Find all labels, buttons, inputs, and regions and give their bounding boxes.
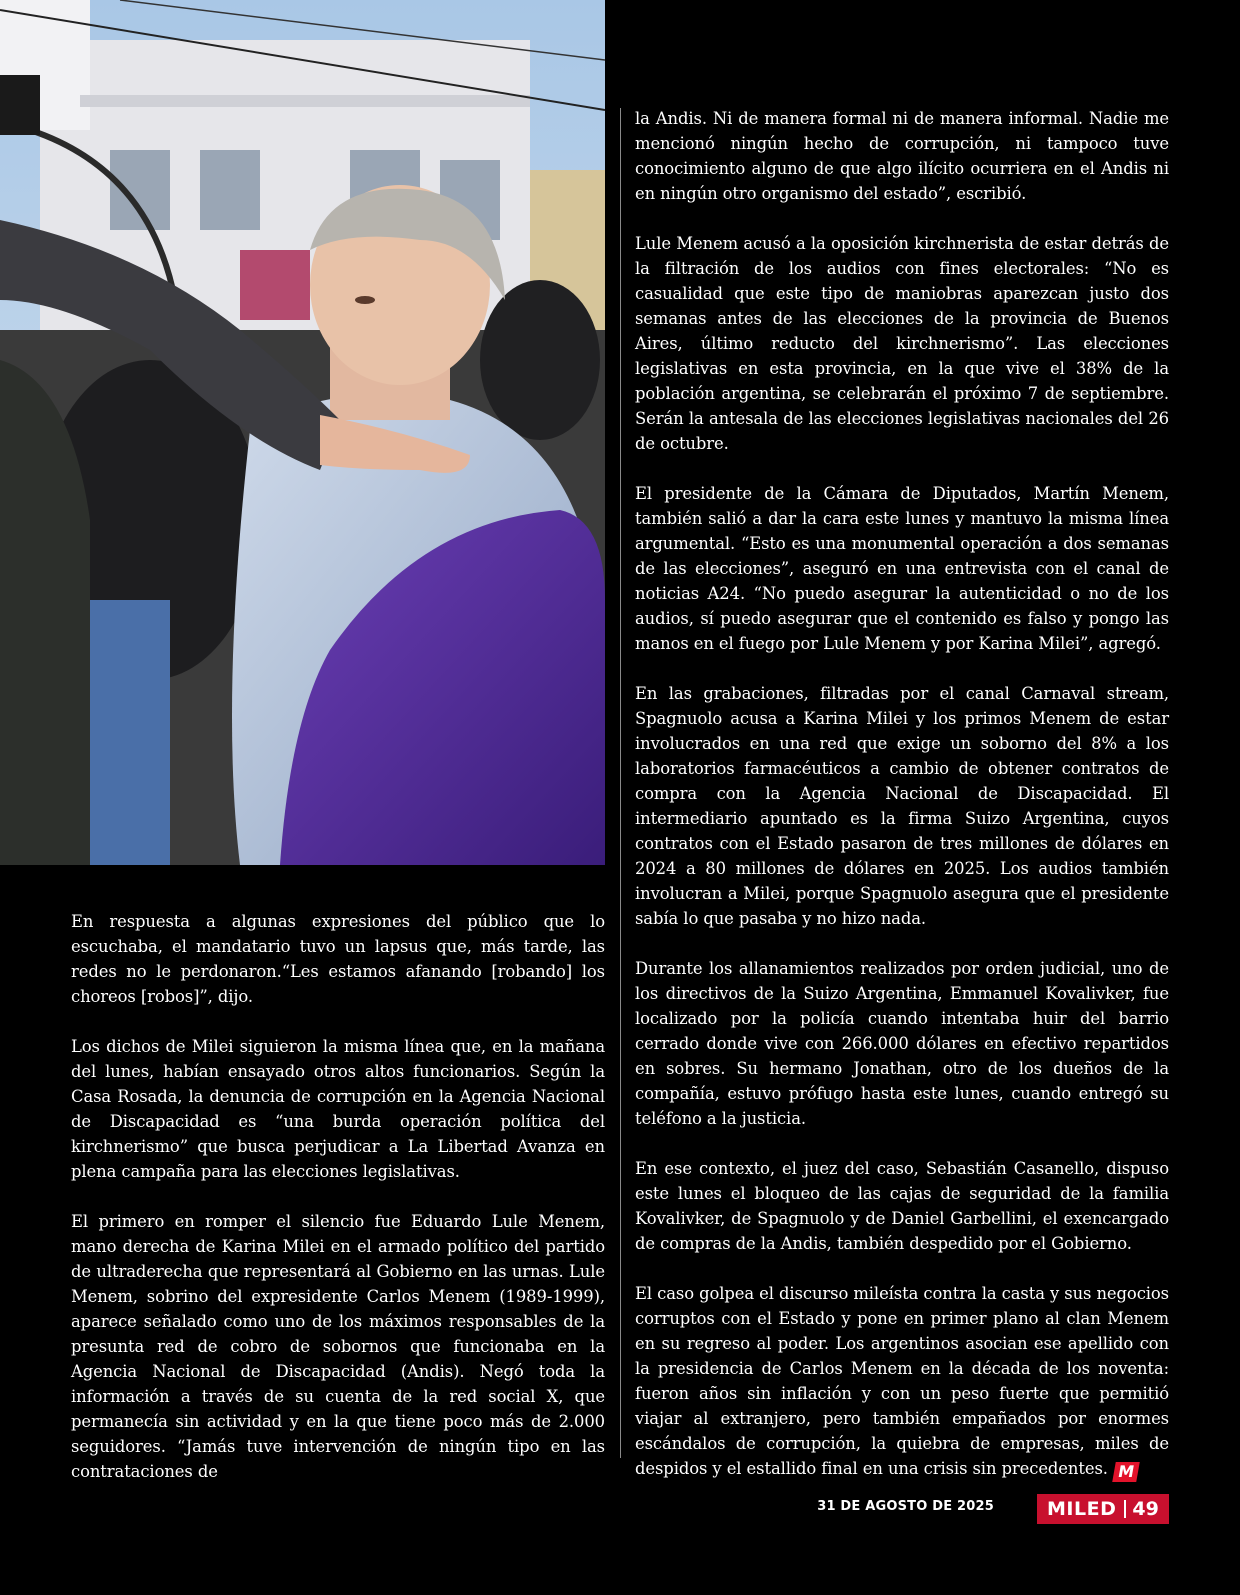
issue-date: 31 DE AGOSTO DE 2025 — [817, 1499, 994, 1514]
end-of-article-icon: M — [1112, 1462, 1140, 1482]
paragraph: En respuesta a algunas expresiones del público que lo escuchaba, el mandatario tuvo un lapsus que, más tarde, las redes no le perdonaron.“Les estamos afanando [robando] los choreos [robos]”, dijo. — [71, 912, 605, 1006]
badge-separator — [1124, 1500, 1126, 1518]
magazine-badge — [1037, 1494, 1169, 1524]
right-article-column — [635, 106, 1169, 1482]
paragraph: Durante los allanamientos realizados por orden judicial, uno de los directivos de la Suizo Argentina, Emmanuel Kovalivker, fue localizado por la policía cuando intentaba huir del barrio cerrado donde vive con 266.000 dólares en efectivo repartidos en sobres. Su hermano Jonathan, otro de los dueños de la compañía, estuvo prófugo hasta este lunes, cuando entregó su teléfono a la justicia. — [635, 959, 1169, 1128]
paragraph: Los dichos de Milei siguieron la misma línea que, en la mañana del lunes, habían ensayado otros altos funcionarios. Según la Casa Rosada, la denuncia de corrupción en la Agencia Nacional de Discapacidad es “una burda operación política del kirchnerismo” que busca perjudicar a La Libertad Avanza en plena campaña para las elecciones legislativas. — [71, 1037, 605, 1181]
photo-illustration — [0, 0, 605, 865]
paragraph-text: El caso golpea el discurso mileísta contra la casta y sus negocios corruptos con el Estado y pone en primer plano al clan Menem en su regreso al poder. Los argentinos asocian ese apellido con la presidencia de Carlos Menem en la década de los noventa: fueron años sin inflación y con un peso fuerte que permitió viajar al extranjero, pero también empañados por enormes escándalos de corrupción, la quiebra de empresas, miles de despidos y el estallido final en una crisis sin precedentes. — [635, 1284, 1169, 1478]
last-paragraph — [635, 1281, 1169, 1482]
paragraph: la Andis. Ni de manera formal ni de manera informal. Nadie me mencionó ningún hecho de corrupción, ni tampoco tuve conocimiento alguno de que algo ilícito ocurriera en el Andis ni en ningún otro organismo del estado”, escribió. — [635, 109, 1169, 203]
magazine-brand: MILED — [1047, 1498, 1117, 1520]
paragraph: El primero en romper el silencio fue Eduardo Lule Menem, mano derecha de Karina Milei en el armado político del partido de ultraderecha que representará al Gobierno en las urnas. Lule Menem, sobrino del expresidente Carlos Menem (1989-1999), aparece señalado como uno de los máximos responsables de la presunta red de cobro de sobornos que funcionaba en la Agencia Nacional de Discapacidad (Andis). Negó toda la información a través de su cuenta de la red social X, que permanecía sin actividad y en la que tiene poco más de 2.000 seguidores. “Jamás tuve intervención de ningún tipo en las contrataciones de — [71, 1212, 605, 1481]
paragraph: En ese contexto, el juez del caso, Sebastián Casanello, dispuso este lunes el bloqueo de las cajas de seguridad de la familia Kovalivker, de Spagnuolo y de Daniel Garbellini, el exencargado de compras de la Andis, también despedido por el Gobierno. — [635, 1159, 1169, 1253]
page-number: 49 — [1132, 1498, 1159, 1520]
paragraph: Lule Menem acusó a la oposición kirchnerista de estar detrás de la filtración de los audios con fines electorales: “No es casualidad que este tipo de maniobras aparezcan justo dos semanas antes de las elecciones de la provincia de Buenos Aires, último reducto del kirchnerismo”. Las elecciones legislativas en esta provincia, en la que vive el 38% de la población argentina, se celebrarán el próximo 7 de septiembre. Serán la antesala de las elecciones legislativas nacionales del 26 de octubre. — [635, 234, 1169, 453]
paragraph: El presidente de la Cámara de Diputados, Martín Menem, también salió a dar la cara este lunes y mantuvo la misma línea argumental. “Esto es una monumental operación a dos semanas de las elecciones”, aseguró en una entrevista con el canal de noticias A24. “No puedo asegurar la autenticidad o no de los audios, sí puedo asegurar que el contenido es falso y pongo las manos en el fuego por Lule Menem y por Karina Milei”, agregó. — [635, 484, 1169, 653]
paragraph: En las grabaciones, filtradas por el canal Carnaval stream, Spagnuolo acusa a Karina Milei y los primos Menem de estar involucrados en una red que exige un soborno del 8% a los laboratorios farmacéuticos a cambio de obtener contratos de compra con la Agencia Nacional de Discapacidad. El intermediario apuntado es la firma Suizo Argentina, cuyos contratos con el Estado pasaron de tres millones de dólares en 2024 a 80 millones de dólares en 2025. Los audios también involucran a Milei, porque Spagnuolo asegura que el presidente sabía lo que pasaba y no hizo nada. — [635, 684, 1169, 928]
article-photo — [0, 0, 605, 865]
left-article-column — [71, 909, 605, 1484]
column-divider — [620, 108, 621, 1458]
